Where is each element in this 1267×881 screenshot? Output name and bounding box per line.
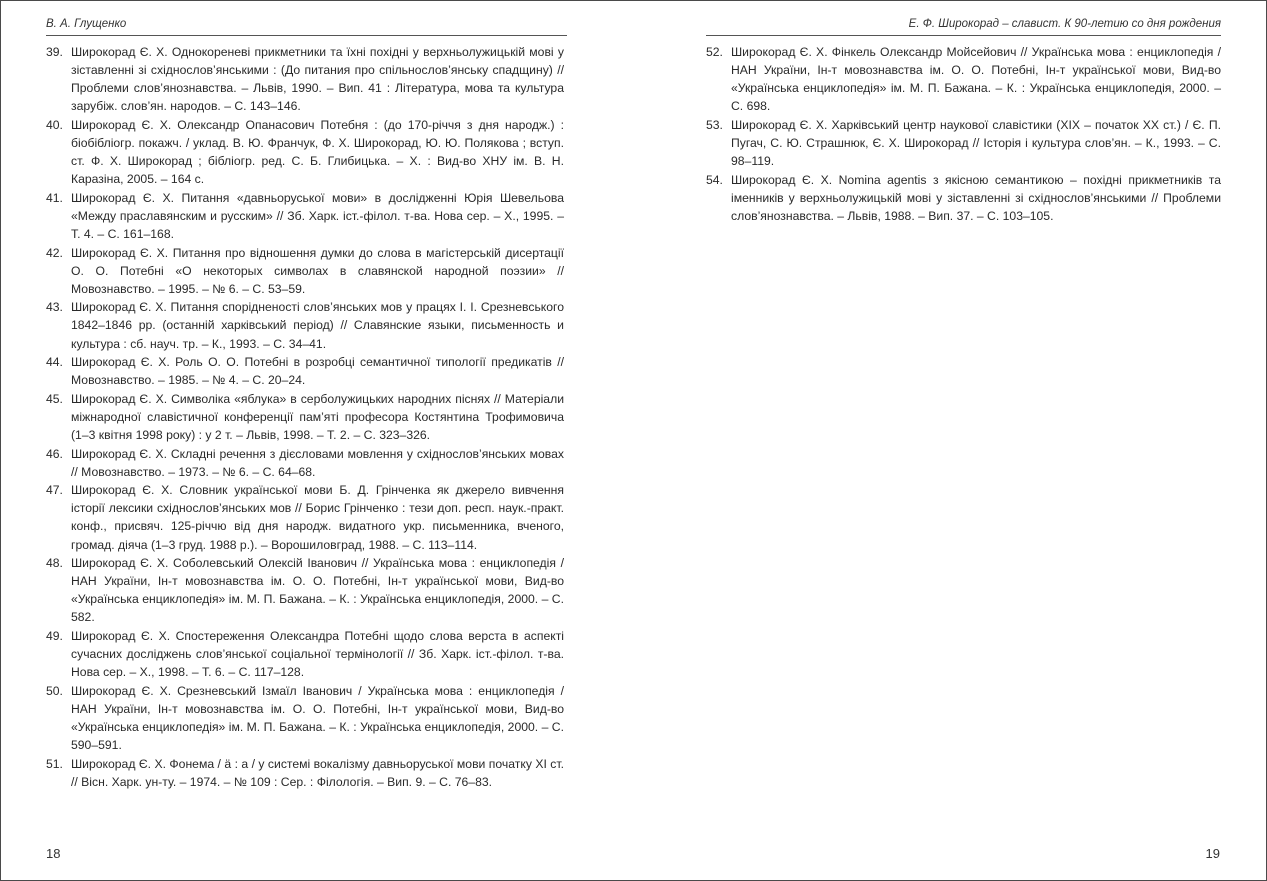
entry-text: Широкорад Є. Х. Питання «давньоруської мови» в дослідженні Юрія Шевельова «Между праславянским и русским» // Зб. Харк. іст.-філол. т-ва. Нова сер. – Х., 1995. – Т. 4. – С. 161–168. (71, 190, 564, 241)
entry-number: 40. (46, 117, 63, 132)
entry-number: 52. (706, 45, 723, 59)
bibliography-entry (46, 298, 564, 352)
left-header-rule (46, 35, 567, 36)
entry-number: 49. (46, 629, 63, 643)
entry-number: 53. (706, 117, 723, 132)
entry-number: 54. (706, 172, 723, 187)
entry-text: Широкорад Є. Х. Роль О. О. Потебні в розробці семантичної типології предикатів // Мовознавство. – 1985. – № 4. – С. 20–24. (71, 355, 564, 388)
entry-text: Широкорад Є. Х. Складні речення з дієсловами мовлення у східнослов’янських мовах // Мовознавство. – 1973. – № 6. – С. 64–68. (71, 446, 564, 479)
left-page (1, 1, 634, 880)
entry-text: Широкорад Є. Х. Срезневський Ізмаїл Іванович / Українська мова : енциклопедія / НАН України, Ін-т мовознавства ім. О. О. Потебні, Ін-т української мови, Вид-во «Українська енциклопедія» ім. М. П. Бажана. – К. : Українська енциклопедія, 2000. – С. 590–591. (71, 683, 564, 753)
bibliography-entry (46, 682, 564, 754)
entry-text: Широкорад Є. Х. Соболевський Олексій Іванович // Українська мова : енциклопедія / НАН України, Ін-т мовознавства ім. О. О. Потебні, Ін-т української мови, Вид-во «Українська енциклопедія» ім. М. П. Бажана. – К. : Українська енциклопедія, 2000. – С. 582. (71, 556, 564, 625)
entry-text: Широкорад Є. Х. Словник української мови Б. Д. Грінченка як джерело вивчення історії лексики східнослов’янських мов // Борис Грінченко : тези доп. респ. наук.-практ. конф., присвяч. 125-річчю від дня народж. видатного укр. письменника, вченого, громад. діяча (1–3 груд. 1988 р.). – Ворошиловград, 1988. – С. 113–114. (71, 483, 564, 552)
entry-number: 45. (46, 391, 63, 406)
bibliography-entry (46, 189, 564, 243)
entry-number: 43. (46, 300, 63, 315)
entry-text: Широкорад Є. Х. Олександр Опанасович Потебня : (до 170-річчя з дня народж.) : біобібліогр. покажч. / уклад. В. Ю. Франчук, Ф. Х. Широкорад, Ю. Ю. Полякова ; вступ. ст. Ф. Х. Широкорад ; бібліогр. ред. С. Б. Глибицька. – Х. : Вид-во ХНУ ім. В. Н. Каразіна, 2005. – 164 с. (71, 117, 564, 187)
entry-number: 41. (46, 190, 63, 205)
right-header-rule (706, 35, 1221, 36)
bibliography-entry (46, 554, 564, 626)
entry-number: 44. (46, 355, 63, 370)
entry-number: 47. (46, 483, 63, 498)
entry-number: 48. (46, 556, 63, 571)
bibliography-entry (706, 43, 1221, 115)
entry-number: 50. (46, 683, 63, 698)
entry-number: 42. (46, 245, 63, 260)
entry-text: Широкорад Є. Х. Фінкель Олександр Мойсейович // Українська мова : енциклопедія / НАН України, Ін-т мовознавства ім. О. О. Потебні, Ін-т української мови, Вид-во «Українська енциклопедія» ім. М. П. Бажана. – К. : Українська енциклопедія, 2000. – С. 698. (731, 45, 1221, 114)
entry-text: Широкорад Є. Х. Питання спорідненості слов’янських мов у працях І. І. Срезневського 1842–1846 рр. (останній харківський період) // Славянские языки, письменность и культура : сб. науч. тр. – К., 1993. – С. 34–41. (71, 300, 564, 351)
bibliography-entry (706, 171, 1221, 225)
left-running-header: В. А. Глущенко (46, 18, 127, 30)
right-bibliography-list (706, 43, 1221, 225)
entry-text: Широкорад Є. Х. Однокореневі прикметники та їхні похідні у верхньолужицькій мові у зіставленні зі східнослов’янськими : (До питания про спільнослов’янську спадщину) // Проблеми слов’янознавства. – Львів, 1990. – Вип. 41 : Література, мова та культура зарубіж. слов’ян. народов. – С. 143–146. (71, 45, 564, 114)
bibliography-entry (46, 116, 564, 188)
right-running-header: Е. Ф. Широкорад – славист. К 90-летию со дня рождения (908, 18, 1221, 30)
entry-number: 39. (46, 45, 63, 59)
right-page-number: 19 (1205, 846, 1220, 861)
bibliography-entry (46, 390, 564, 444)
entry-text: Широкорад Є. Х. Питання про відношення думки до слова в магістерській дисертації О. О. Потебні «О некоторых символах в славянской народной поэзии» // Мовознавство. – 1995. – № 6. – С. 53–59. (71, 245, 564, 296)
entry-text: Широкорад Є. Х. Символіка «яблука» в серболужицьких народних піснях // Матеріали міжнародної славістичної конференції пам’яті професора Костянтина Трофимовича (1–3 квітня 1998 року) : у 2 т. – Львів, 1998. – Т. 2. – С. 323–326. (71, 391, 564, 442)
entry-number: 51. (46, 756, 63, 771)
left-page-number: 18 (46, 846, 61, 861)
right-page (634, 1, 1266, 880)
entry-text: Широкорад Є. Х. Nomina agentis з якісною семантикою – похідні прикметників та іменників у верхньолужицькій мові у зіставленні зі східнослов’янськими // Проблеми слов’янознавства. – Львів, 1988. – Вип. 37. – С. 103–105. (731, 172, 1221, 223)
entry-text: Широкорад Є. Х. Спостереження Олександра Потебні щодо слова верста в аспекті сучасних досліджень слов’янської соціальної термінології // Зб. Харк. іст.-філол. т-ва. Нова сер. – Х., 1998. – Т. 6. – С. 117–128. (71, 629, 564, 680)
bibliography-entry (46, 43, 564, 115)
bibliography-entry (46, 445, 564, 481)
left-bibliography-list (46, 43, 564, 791)
bibliography-entry (46, 481, 564, 553)
bibliography-entry (46, 755, 564, 791)
bibliography-entry (46, 244, 564, 298)
entry-text: Широкорад Є. Х. Харківський центр наукової славістики (XIX – початок XX ст.) / Є. П. Пугач, С. Ю. Страшнюк, Є. Х. Широкорад // Історія і культура слов’ян. – К., 1993. – С. 98–119. (731, 117, 1221, 169)
bibliography-entry (706, 116, 1221, 170)
bibliography-entry (46, 353, 564, 389)
entry-number: 46. (46, 446, 63, 461)
bibliography-entry (46, 627, 564, 681)
entry-text: Широкорад Є. Х. Фонема / ä : a / у системі вокалізму давньоруської мови початку XI ст. // Вісн. Харк. ун-ту. – 1974. – № 109 : Сер. : Філологія. – Вип. 9. – С. 76–83. (71, 756, 564, 789)
